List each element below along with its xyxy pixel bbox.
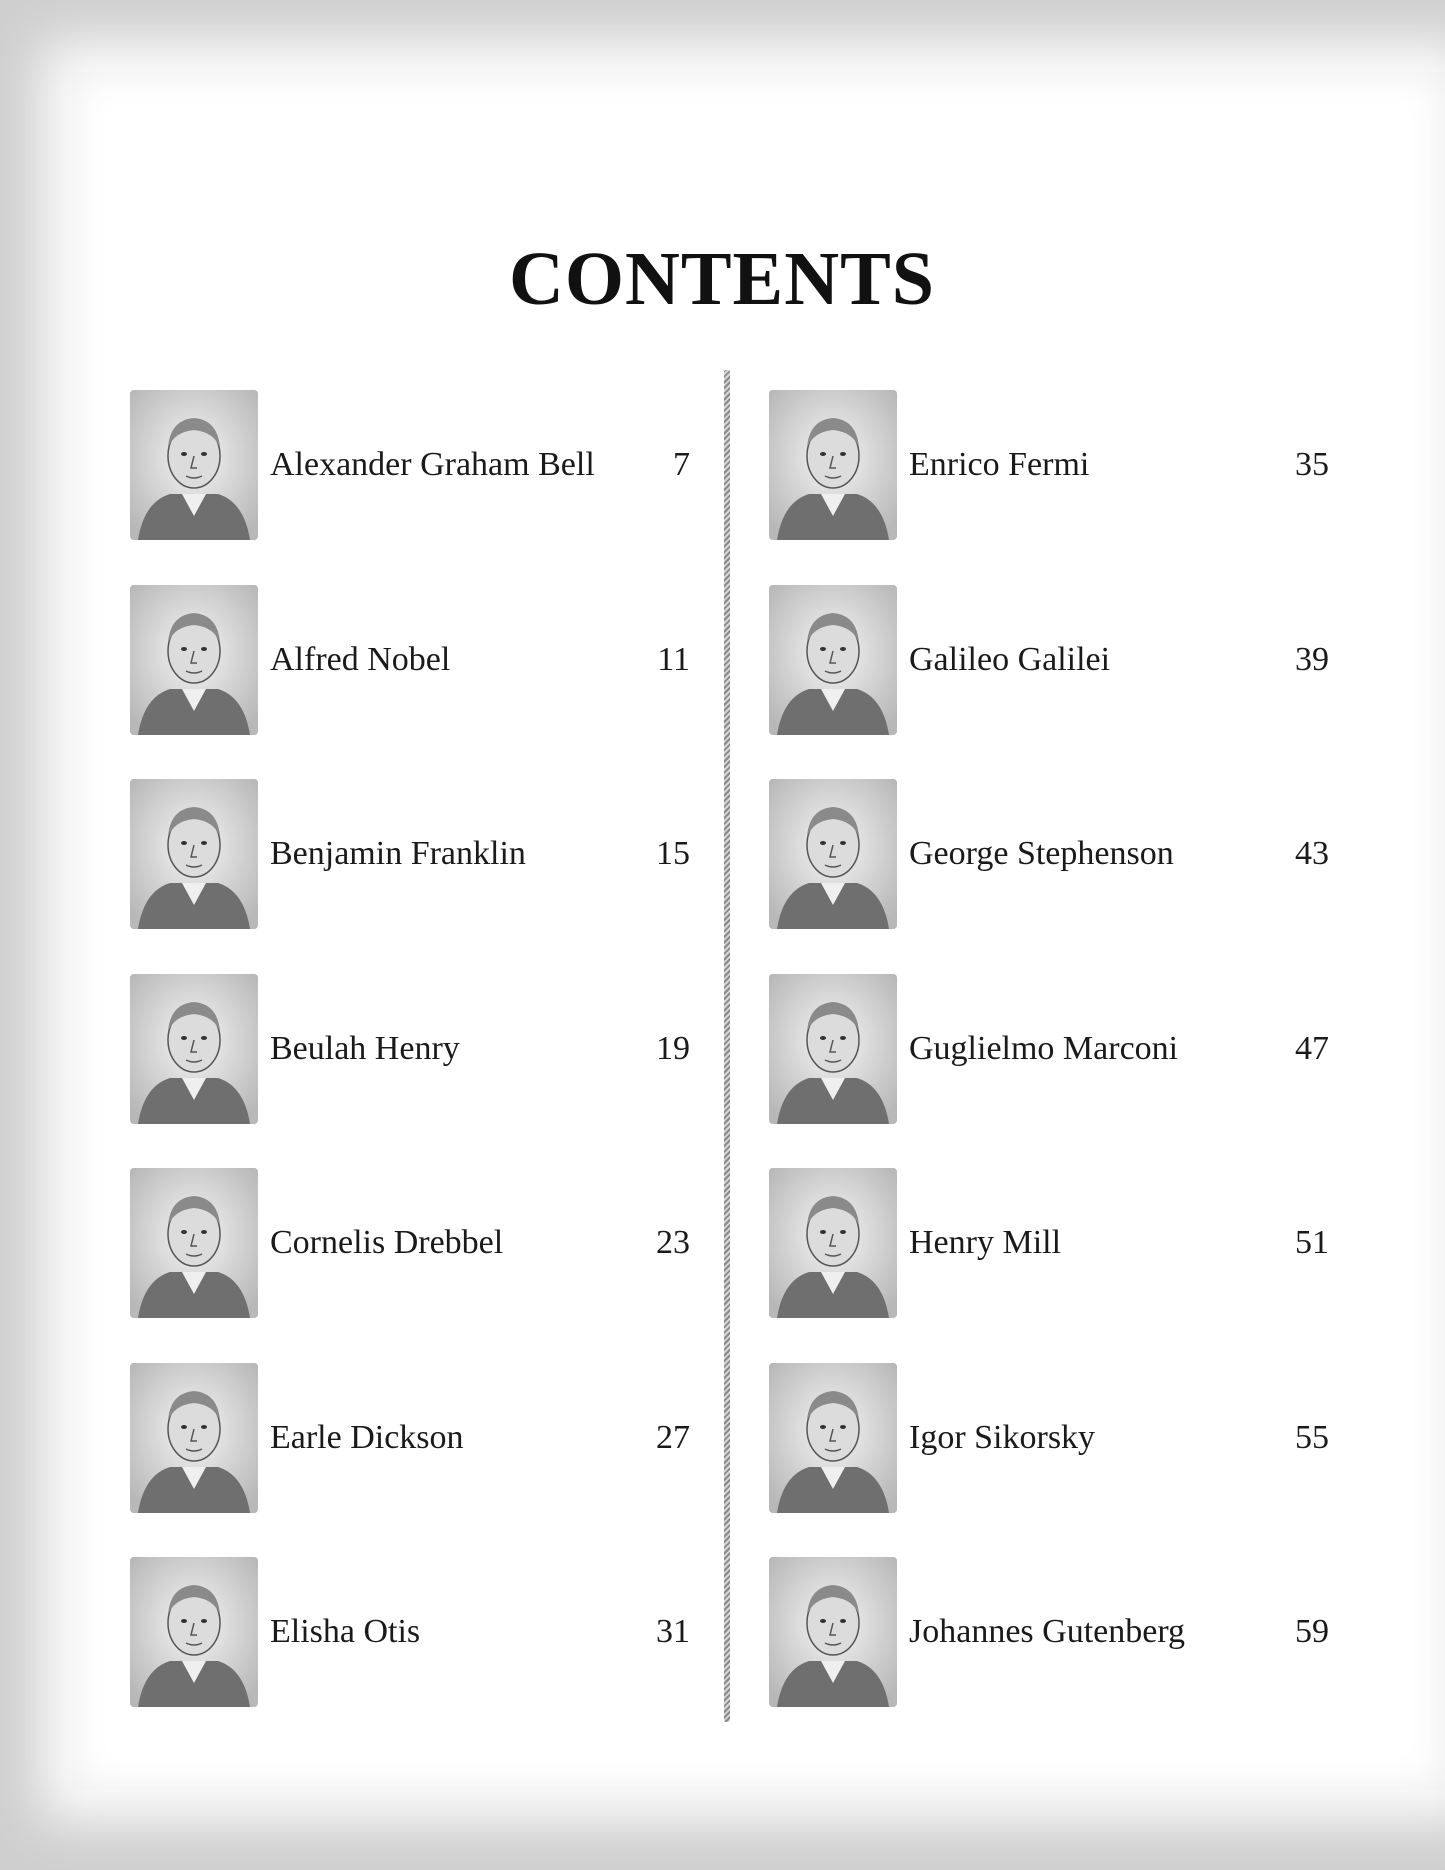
toc-entry[interactable]: [130, 1537, 690, 1732]
toc-entry[interactable]: [769, 1148, 1329, 1343]
contents-page: [72, 72, 1445, 1790]
entry-name: Earle Dickson: [270, 1418, 464, 1456]
long-haired-man-portrait: [130, 779, 258, 929]
bearded-man-portrait: [130, 585, 258, 735]
entry-name: George Stephenson: [909, 835, 1174, 872]
toc-entry[interactable]: [769, 759, 1329, 954]
bearded-man-portrait: [130, 1168, 258, 1318]
entry-page-number: 19: [656, 1029, 690, 1067]
man-in-hat-portrait: [769, 1363, 897, 1513]
entry-page-number: 51: [1295, 1224, 1329, 1261]
entry-name: Alfred Nobel: [270, 640, 451, 678]
column-divider: [724, 370, 730, 1722]
bearded-man-cap-portrait: [769, 1557, 897, 1707]
toc-entry[interactable]: [769, 370, 1329, 565]
toc-entry[interactable]: [769, 565, 1329, 760]
entry-name: Enrico Fermi: [909, 446, 1090, 483]
entry-name: Alexander Graham Bell: [270, 446, 595, 483]
entry-page-number: 55: [1295, 1418, 1329, 1456]
toc-entry[interactable]: [130, 565, 690, 760]
entry-page-number: 15: [656, 835, 690, 872]
entry-page-number: 47: [1295, 1029, 1329, 1067]
bearded-man-bowtie-portrait: [769, 1168, 897, 1318]
young-man-portrait: [769, 974, 897, 1124]
toc-entry[interactable]: [769, 1537, 1329, 1732]
man-with-glasses-portrait: [130, 1363, 258, 1513]
entry-page-number: 59: [1295, 1613, 1329, 1650]
entry-page-number: 35: [1295, 446, 1329, 483]
entry-name: Henry Mill: [909, 1224, 1062, 1261]
man-in-suit-portrait: [769, 390, 897, 540]
entry-name: Galileo Galilei: [909, 640, 1111, 678]
toc-entry[interactable]: [130, 370, 690, 565]
toc-entry[interactable]: [769, 1343, 1329, 1538]
toc-entry[interactable]: [130, 759, 690, 954]
entry-page-number: 27: [656, 1418, 690, 1456]
entry-name: Beulah Henry: [270, 1029, 460, 1067]
contents-column-right: [769, 370, 1329, 1732]
toc-entry[interactable]: [769, 954, 1329, 1149]
entry-name: Johannes Gutenberg: [909, 1613, 1186, 1650]
entry-name: Guglielmo Marconi: [909, 1029, 1179, 1067]
entry-page-number: 39: [1295, 640, 1329, 678]
entry-page-number: 11: [657, 640, 690, 678]
bearded-elder-portrait: [769, 585, 897, 735]
toc-entry[interactable]: [130, 1343, 690, 1538]
entry-page-number: 31: [656, 1613, 690, 1650]
bearded-elder-portrait: [130, 390, 258, 540]
entry-name: Igor Sikorsky: [909, 1418, 1096, 1456]
entry-page-number: 23: [656, 1224, 690, 1261]
entry-page-number: 43: [1295, 835, 1329, 872]
toc-entry[interactable]: [130, 954, 690, 1149]
page-title: CONTENTS: [508, 236, 936, 321]
man-in-coat-portrait: [769, 779, 897, 929]
entry-page-number: 7: [673, 446, 690, 483]
toc-entry[interactable]: [130, 1148, 690, 1343]
entry-name: Elisha Otis: [270, 1613, 421, 1650]
entry-name: Cornelis Drebbel: [270, 1224, 504, 1261]
entry-name: Benjamin Franklin: [270, 835, 526, 872]
contents-column-left: [130, 370, 690, 1732]
woman-portrait: [130, 974, 258, 1124]
bearded-man-portrait: [130, 1557, 258, 1707]
